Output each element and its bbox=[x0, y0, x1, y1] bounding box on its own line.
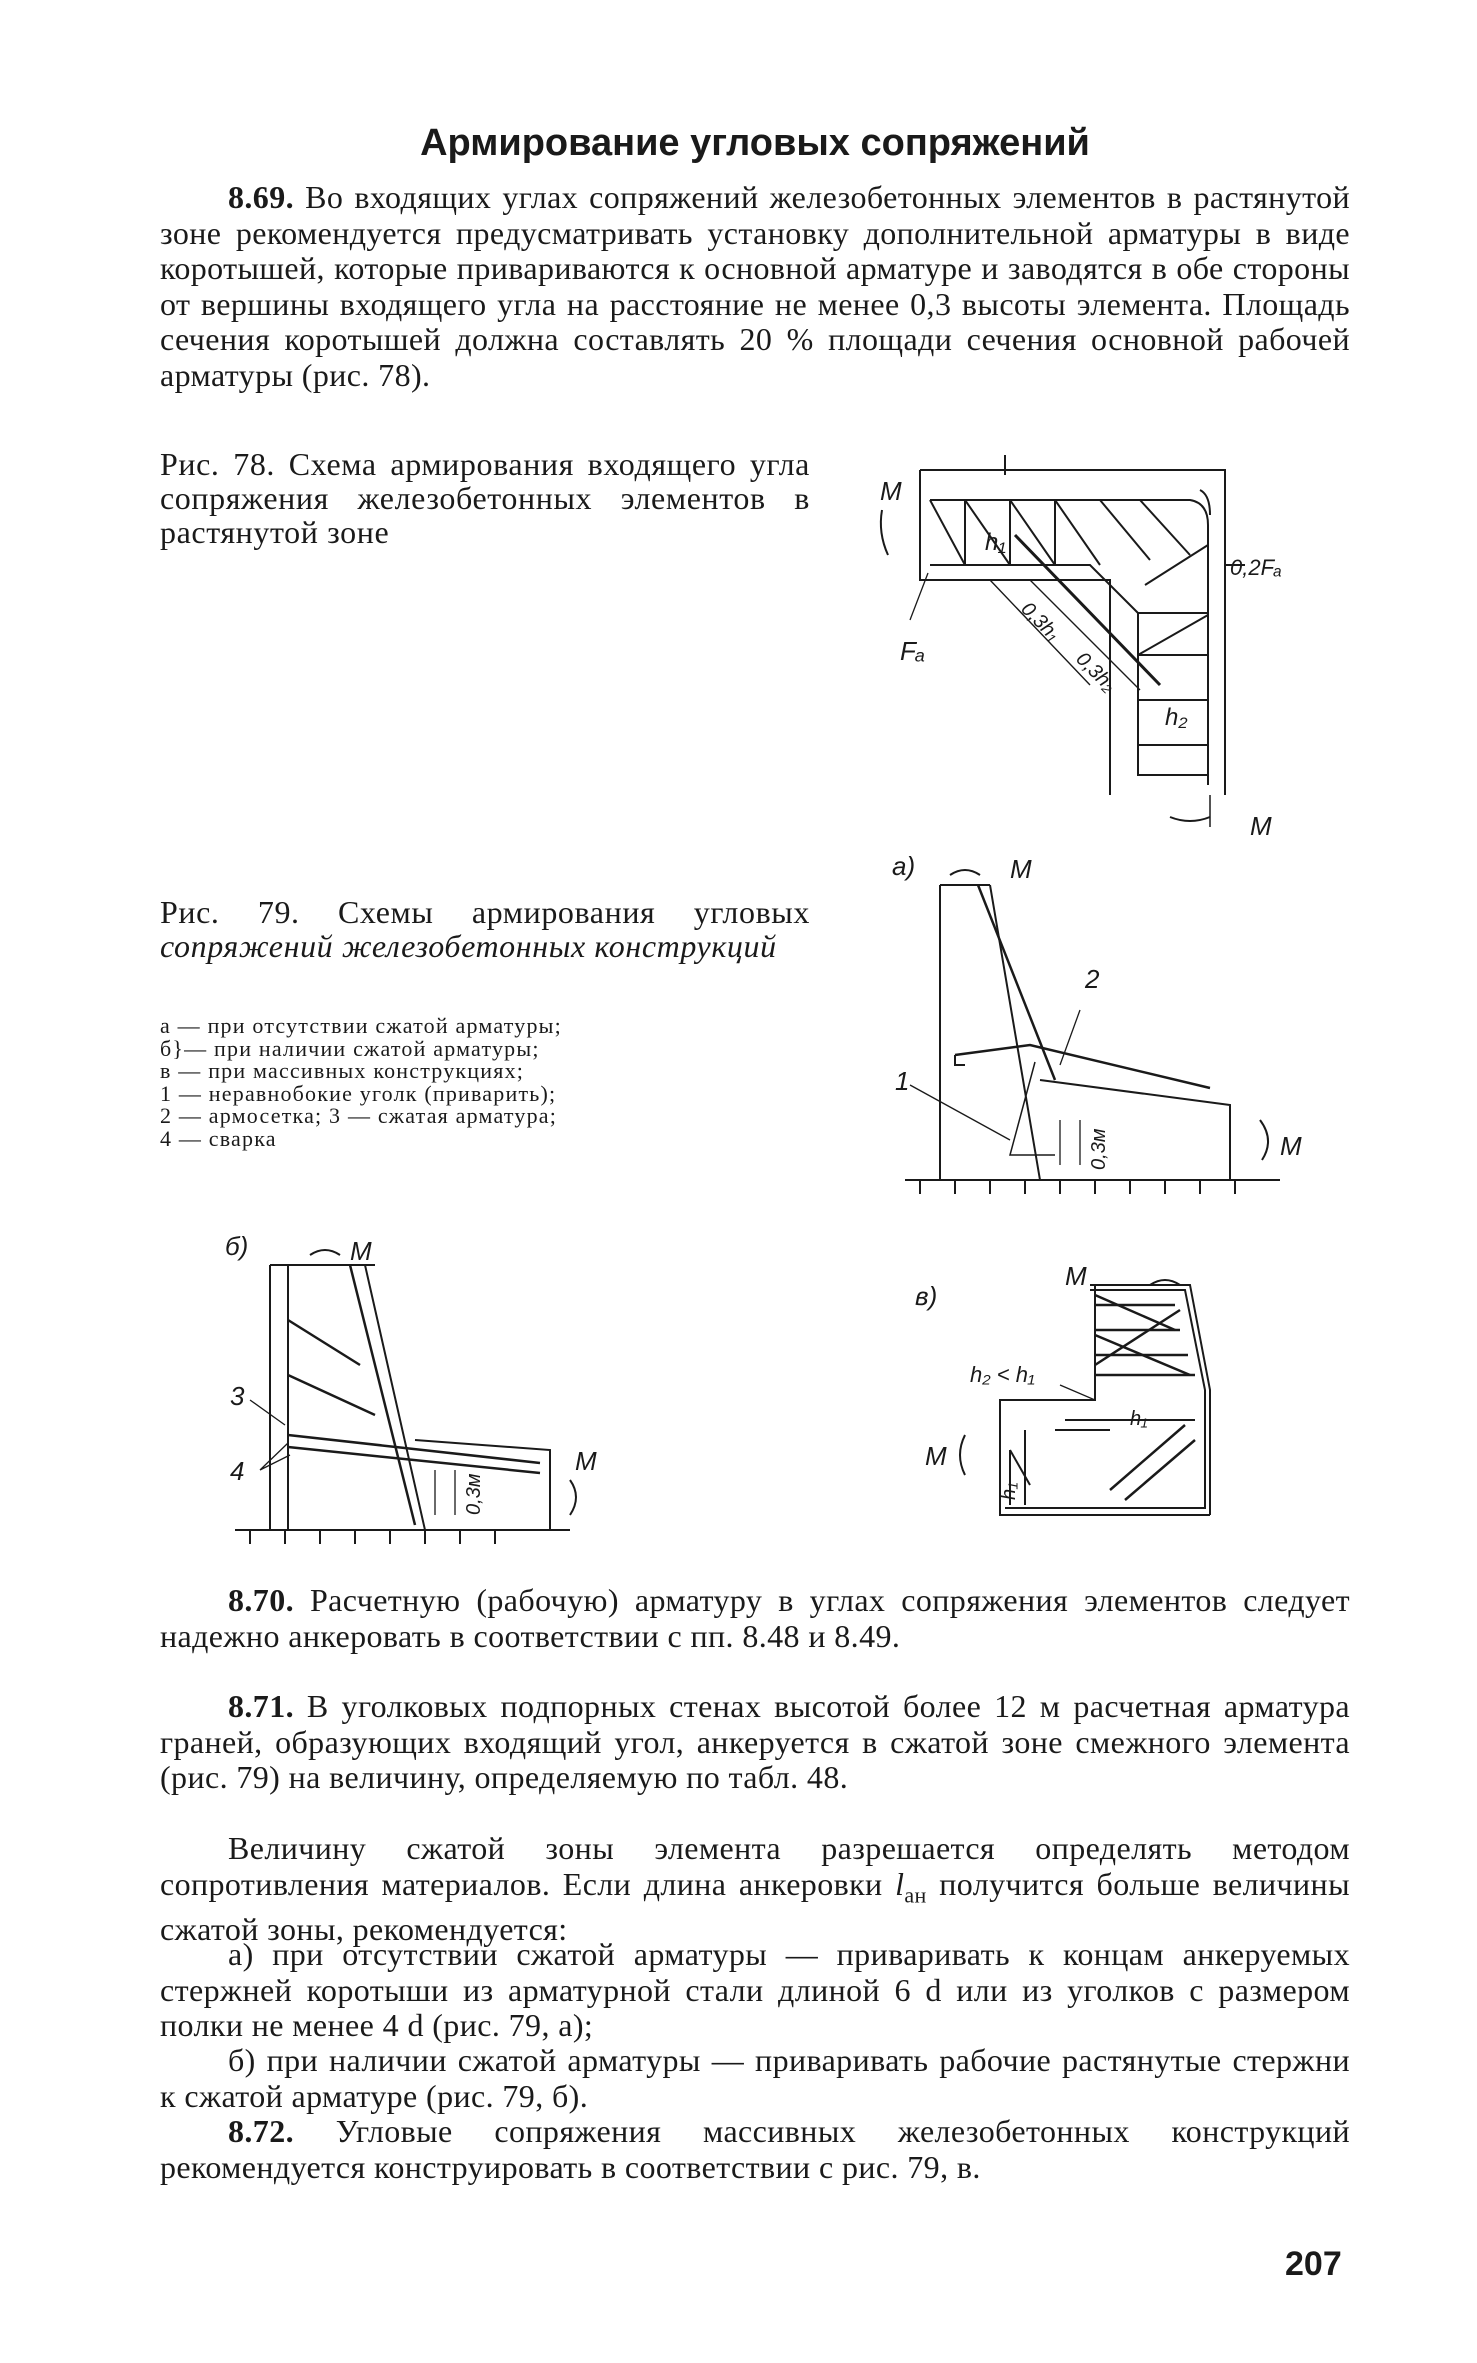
fig79a-label-m-top: M bbox=[1010, 854, 1032, 884]
fig79b-label-m-right: M bbox=[575, 1446, 597, 1476]
page-number: 207 bbox=[1285, 2245, 1342, 2283]
fig79v-label-h2h1: h₂ < h₁ bbox=[970, 1362, 1035, 1387]
paragraph-text: Во входящих углах сопряжений железобетонных элементов в растянутой зоне рекомендуется предусматривать установку дополнительной арматуры в виде коротышей, которые привариваются к основной арматуре и заводятся в обе стороны от вершины входящего угла на расстояние не менее 0,3 высоты элемента. Площадь сечения коротышей должна составлять 20 % площади сечения основной рабочей арматуры (рис. 78). bbox=[160, 179, 1350, 393]
fig79v-label-h1: h₁ bbox=[998, 1482, 1020, 1500]
legend-line-b: б}— при наличии сжатой арматуры; bbox=[160, 1035, 540, 1061]
fig78-caption: Рис. 78. Схема армирования входящего угла сопряжения железобетонных элементов в растянутой зоне bbox=[160, 446, 810, 550]
fig79a-label: а) bbox=[892, 851, 916, 881]
paragraph-number: 8.70. bbox=[228, 1582, 294, 1618]
fig78-label-fa: Fₐ bbox=[900, 636, 926, 666]
paragraph-compressed-zone bbox=[160, 1831, 1350, 1948]
anchorage-length-subscript: ан bbox=[904, 1881, 927, 1907]
paragraph-8-69 bbox=[160, 180, 1350, 393]
fig79-caption-italic: сопряжений железобетонных конструкций bbox=[160, 928, 777, 964]
legend-line-v: в — при массивных конструкциях; bbox=[160, 1058, 525, 1083]
anchorage-length-symbol: l bbox=[895, 1865, 905, 1902]
paragraph-item-a: а) при отсутствии сжатой арматуры — приваривать к концам анкеруемых стержней коротыши из арматурной стали длиной 6 d или из уголков с размером полки не менее 4 d (рис. 79, а); bbox=[160, 1936, 1350, 2043]
paragraph-text: Угловые сопряжения массивных железобетонных конструкций рекомендуется конструировать в соответствии с рис. 79, в. bbox=[160, 2113, 1350, 2185]
paragraph-number: 8.69. bbox=[228, 179, 294, 215]
fig78-label-fa02: 0,2Fₐ bbox=[1230, 555, 1282, 580]
paragraph-text: В уголковых подпорных стенах высотой более 12 м расчетная арматура граней, образующих входящий угол, анкеруется в сжатой зоне смежного элемента (рис. 79) на величину, определяемую по табл. 48. bbox=[160, 1688, 1350, 1795]
fig79v-label-h1-inner: h₁ bbox=[1130, 1408, 1148, 1430]
fig79v-label-m-left: M bbox=[925, 1441, 947, 1471]
fig79v-diagram bbox=[910, 1250, 1330, 1550]
fig79b-label-3: 3 bbox=[230, 1381, 245, 1411]
legend-line-1: 1 — неравнобокие уголк (приварить); bbox=[160, 1080, 557, 1106]
fig79a-label-2: 2 bbox=[1085, 964, 1100, 994]
paragraph-8-72 bbox=[160, 2114, 1350, 2185]
fig78-label-h1: h₁ bbox=[985, 529, 1006, 556]
fig79v-label: в) bbox=[915, 1281, 938, 1311]
legend-line-4: 4 — сварка bbox=[160, 1125, 277, 1151]
fig79a-diagram bbox=[880, 850, 1320, 1220]
fig79b-label-m-top: M bbox=[350, 1236, 372, 1266]
fig79-caption-lead: Рис. 79. Схемы армирования угловых bbox=[160, 894, 810, 930]
fig78-label-m-bottom: M bbox=[1250, 811, 1272, 840]
paragraph-text: получится больше величины сжатой зоны, рекомендуется: bbox=[160, 1865, 1350, 1948]
paragraph-8-70 bbox=[160, 1583, 1350, 1654]
paragraph-text: Величину сжатой зоны элемента разрешается определять методом сопротивления материалов. Если длина анкеровки bbox=[160, 1830, 1350, 1902]
fig79a-label-m-right: M bbox=[1280, 1131, 1302, 1161]
fig79v-label-m-top: M bbox=[1065, 1261, 1087, 1291]
paragraph-item-b: б) при наличии сжатой арматуры — приваривать рабочие растянутые стержни к сжатой арматуре (рис. 79, б). bbox=[160, 2042, 1350, 2114]
fig79b-label-4: 4 bbox=[230, 1456, 245, 1486]
fig79b-diagram bbox=[210, 1225, 630, 1565]
legend-line-a: а — при отсутствии сжатой арматуры; bbox=[160, 1013, 562, 1038]
fig79b-label-03m: 0,3м bbox=[463, 1473, 485, 1515]
fig78-diagram bbox=[870, 455, 1310, 840]
paragraph-number: 8.71. bbox=[228, 1688, 294, 1724]
fig78-label-03h2: 0,3h₂ bbox=[1071, 647, 1120, 697]
fig78-label-03h1: 0,3h₁ bbox=[1016, 597, 1065, 646]
paragraph-text: Расчетную (рабочую) арматуру в углах сопряжения элементов следует надежно анкеровать в соответствии с пп. 8.48 и 8.49. bbox=[160, 1582, 1351, 1654]
section-title: Армирование угловых сопряжений bbox=[420, 122, 1090, 164]
paragraph-8-71 bbox=[160, 1689, 1350, 1796]
fig78-label-m-top: M bbox=[880, 476, 902, 506]
paragraph-number: 8.72. bbox=[228, 2113, 294, 2149]
fig78-label-h2: h₂ bbox=[1165, 704, 1188, 731]
fig79-caption bbox=[160, 895, 810, 963]
fig79a-label-03m: 0,3м bbox=[1088, 1128, 1110, 1170]
legend-line-2-3: 2 — армосетка; 3 — сжатая арматура; bbox=[160, 1103, 558, 1128]
fig79-legend bbox=[160, 1015, 810, 1150]
fig79b-label: б) bbox=[225, 1231, 249, 1261]
fig79a-label-1: 1 bbox=[895, 1066, 910, 1096]
